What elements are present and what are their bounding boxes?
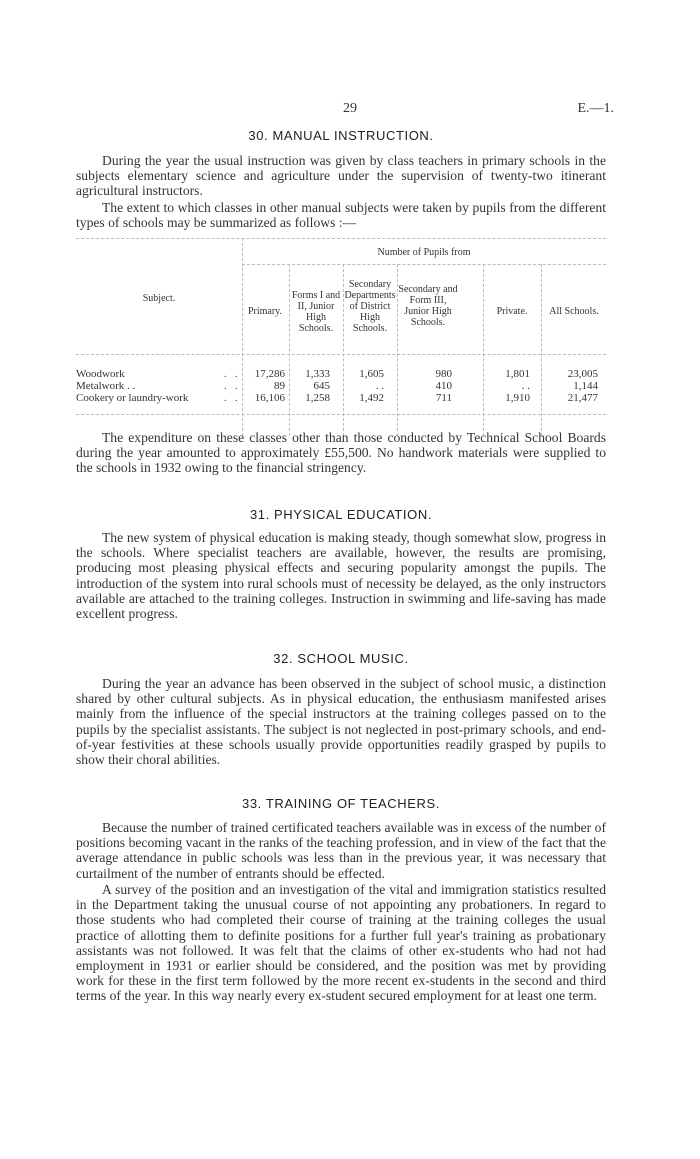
table-cell: 1,801 <box>505 368 530 380</box>
table-cell: 410 <box>435 380 452 392</box>
table-cell: 1,910 <box>505 392 530 404</box>
table-subject-header: Subject. <box>142 293 176 304</box>
table-cell: 1,492 <box>359 392 384 404</box>
table-cell: 1,258 <box>305 392 330 404</box>
paragraph: During the year the usual instruction was given by class teachers in primary schools in the subjects elementary science and agriculture under the supervision of twenty-two itinerant agricultural instructors. <box>76 153 606 199</box>
column-header: Primary. <box>247 306 283 317</box>
section-heading-school-music: 32. SCHOOL MUSIC. <box>273 651 409 666</box>
paragraph: The expenditure on these classes other than those conducted by Technical School Boards during the year amounted to approximately £55,500. No handwork materials were supplied to the schools in 1932 owing to the financial stringency. <box>76 430 606 476</box>
table-row-label: Woodwork <box>76 368 125 380</box>
table-cell: 1,605 <box>359 368 384 380</box>
table-row-leader: . . <box>224 381 241 392</box>
table-cell: 23,005 <box>567 368 598 380</box>
table-row-leader: . . <box>224 369 241 380</box>
table-group-header: Number of Pupils from <box>377 247 471 258</box>
table-cell: . . <box>375 380 384 392</box>
page-reference: E.—1. <box>577 101 614 116</box>
table-cell: 711 <box>435 392 452 404</box>
table-cell: 1,144 <box>573 380 598 392</box>
paragraph: The new system of physical education is making steady, though somewhat slow, progress in the schools. Where specialist teachers are available, however, the results are promising, producing most pleasing physical effects and securing popularity amongst the pupils. The introduction of the system into rural schools must of necessity be delayed, as the only instructors available are attached to the training colleges. Instruction in swimming and life-saving has made excellent progress. <box>76 530 606 622</box>
table-cell: 1,333 <box>305 368 330 380</box>
paragraph: The extent to which classes in other manual subjects were taken by pupils from the different types of schools may be summarized as follows :— <box>76 200 606 231</box>
table-cell: 17,286 <box>254 368 285 380</box>
table-cell: 980 <box>435 368 452 380</box>
column-header: Secondary Departments of District High Schools. <box>344 279 396 334</box>
section-heading-training-of-teachers: 33. TRAINING OF TEACHERS. <box>241 796 440 811</box>
page-number: 29 <box>343 101 357 116</box>
table-cell: 89 <box>274 380 285 392</box>
table-cell: . . <box>521 380 530 392</box>
table-cell: 645 <box>313 380 330 392</box>
section-heading-physical-education: 31. PHYSICAL EDUCATION. <box>249 507 433 522</box>
section-heading-manual-instruction: 30. MANUAL INSTRUCTION. <box>248 128 434 143</box>
table-row-leader: . . <box>224 393 241 404</box>
paragraph: During the year an advance has been observed in the subject of school music, a distinction shared by other cultural subjects. As in physical education, the enthusiasm manifested arises mainly from the influence of the special instructors at the training colleges passed on to the pupils by the specialist assistants. The subject is not neglected in post-primary schools, and end-of-year festivities at these schools usually provide opportunities readily grasped by pupils to show their choral abilities. <box>76 676 606 768</box>
table-row-label: Metalwork . . <box>76 380 136 392</box>
paragraph: A survey of the position and an investigation of the vital and immigration statistics resulted in the Department taking the unusual course of not appointing any probationers. In regard to those students who had completed their course of training at the training colleges the usual practice of allotting them to definite positions for a further full year's training as probationary assistants was not followed. It was felt that the claims of other ex-students who had not had employment in 1931 or earlier should be considered, and the position was met by providing work for these in the first term followed by the more recent ex-students in the second and third terms of the year. In this way nearly every ex-student secured employment for at least one term. <box>76 882 606 1004</box>
column-header: Forms I and II, Junior High Schools. <box>291 290 341 334</box>
column-header: Private. <box>496 306 528 317</box>
paragraph: Because the number of trained certificated teachers available was in excess of the number of positions becoming vacant in the ranks of the teaching profession, and in view of the fact that the average attendance in public schools was less than in the previous year, it was necessary that curtailment of the number of entrants should be effected. <box>76 820 606 881</box>
table-cell: 21,477 <box>567 392 598 404</box>
column-header: All Schools. <box>549 306 599 317</box>
column-header: Secondary and Form III, Junior High Schools. <box>398 284 458 328</box>
table-row-label: Cookery or laundry-work <box>76 392 189 404</box>
table-cell: 16,106 <box>254 392 285 404</box>
